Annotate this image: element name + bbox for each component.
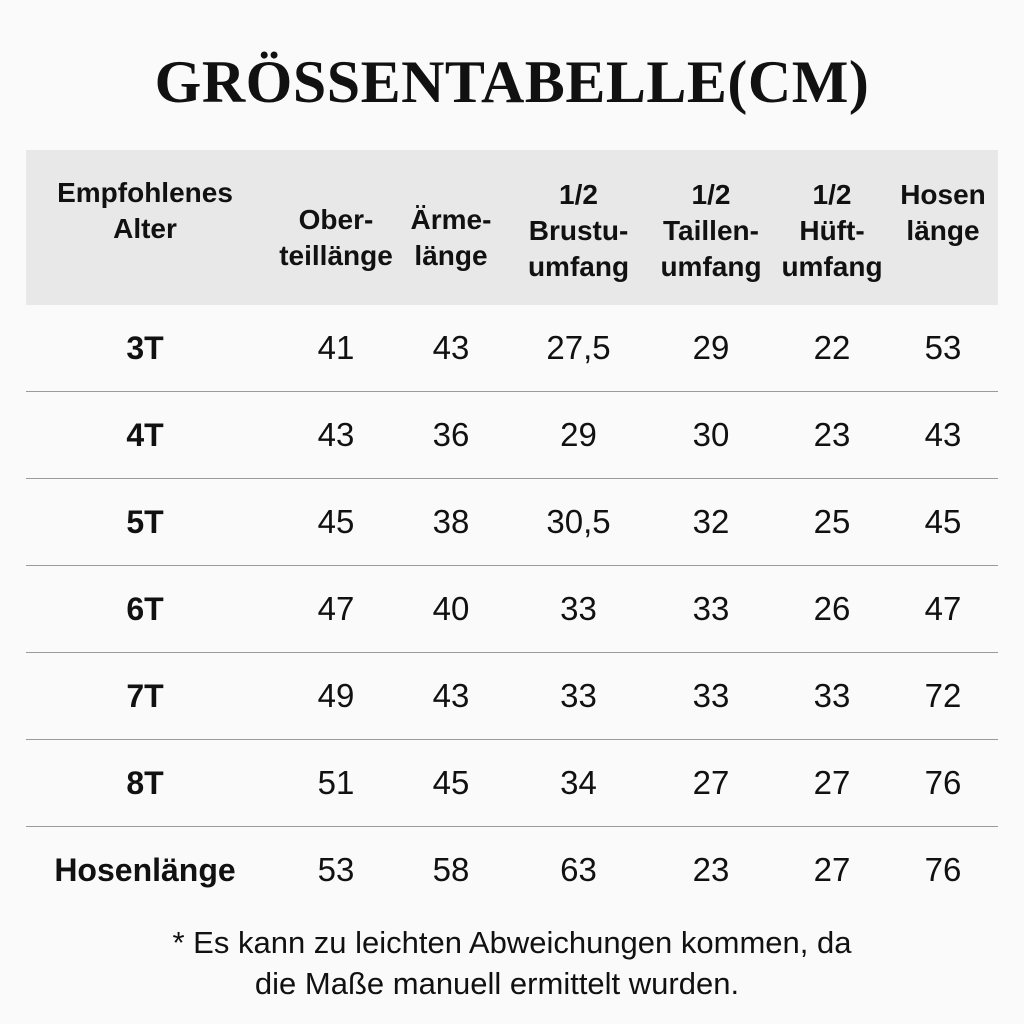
cell-pants-length: 72 (924, 677, 962, 714)
header-recommended-age: Empfohlenes Alter (57, 177, 233, 244)
cell-sleeve-length: 43 (432, 677, 470, 714)
footnote-line-2: die Maße manuell ermittelt wurden. (254, 966, 740, 1001)
cell-top-length: 41 (317, 329, 355, 366)
cell-half-waist: 23 (692, 851, 730, 888)
cell-pants-length: 45 (924, 503, 962, 540)
cell-half-hip: 33 (813, 677, 851, 714)
header-half-hip: 1/2 Hüft- umfang (781, 178, 883, 282)
cell-half-waist: 30 (692, 416, 730, 453)
row-label: 5T (126, 503, 164, 540)
header-half-waist: 1/2 Taillen- umfang (660, 178, 762, 282)
row-label: 3T (126, 329, 164, 366)
footnote (0, 922, 1024, 1004)
cell-half-waist: 33 (692, 590, 730, 627)
cell-top-length: 53 (317, 851, 355, 888)
table-row (26, 827, 998, 913)
cell-sleeve-length: 45 (432, 764, 470, 801)
cell-half-hip: 27 (813, 764, 851, 801)
row-label: 7T (126, 677, 164, 714)
footnote-line-1: * Es kann zu leichten Abweichungen kommen, da (172, 925, 852, 960)
row-label: 4T (126, 416, 164, 453)
cell-top-length: 47 (317, 590, 355, 627)
cell-pants-length: 76 (924, 764, 962, 801)
cell-half-chest: 27,5 (546, 329, 611, 366)
cell-half-hip: 25 (813, 503, 851, 540)
table-row (26, 740, 998, 827)
cell-sleeve-length: 58 (432, 851, 470, 888)
cell-half-waist: 33 (692, 677, 730, 714)
cell-top-length: 51 (317, 764, 355, 801)
table-header (26, 150, 998, 305)
cell-sleeve-length: 36 (432, 416, 470, 453)
table-row (26, 305, 998, 392)
page-title: GRÖSSENTABELLE(CM) (154, 49, 870, 115)
table-row (26, 479, 998, 566)
cell-half-hip: 27 (813, 851, 851, 888)
cell-sleeve-length: 43 (432, 329, 470, 366)
cell-half-chest: 34 (560, 764, 597, 801)
header-sleeve-length: Ärme- länge (410, 203, 492, 271)
cell-half-chest: 29 (560, 416, 597, 453)
cell-half-chest: 33 (560, 677, 597, 714)
table-row (26, 653, 998, 740)
cell-top-length: 43 (317, 416, 355, 453)
cell-pants-length: 53 (924, 329, 962, 366)
cell-pants-length: 76 (924, 851, 962, 888)
cell-half-hip: 26 (813, 590, 851, 627)
cell-pants-length: 47 (924, 590, 962, 627)
cell-half-hip: 23 (813, 416, 851, 453)
cell-half-waist: 27 (692, 764, 730, 801)
header-pants-length: Hosen länge (900, 178, 986, 246)
header-half-chest: 1/2 Brustu- umfang (527, 178, 630, 282)
cell-half-waist: 29 (692, 329, 730, 366)
row-label: 6T (126, 590, 164, 627)
cell-top-length: 45 (317, 503, 355, 540)
cell-half-hip: 22 (813, 329, 851, 366)
cell-half-chest: 33 (560, 590, 597, 627)
header-top-length: Ober- teillänge (279, 203, 393, 271)
table-row (26, 566, 998, 653)
cell-half-chest: 30,5 (546, 503, 611, 540)
row-label: Hosenlänge (54, 851, 236, 888)
cell-pants-length: 43 (924, 416, 962, 453)
cell-half-waist: 32 (692, 503, 730, 540)
cell-half-chest: 63 (560, 851, 597, 888)
size-table (26, 150, 998, 913)
cell-top-length: 49 (317, 677, 355, 714)
row-label: 8T (126, 764, 164, 801)
cell-sleeve-length: 38 (432, 503, 470, 540)
cell-sleeve-length: 40 (432, 590, 470, 627)
table-row (26, 392, 998, 479)
